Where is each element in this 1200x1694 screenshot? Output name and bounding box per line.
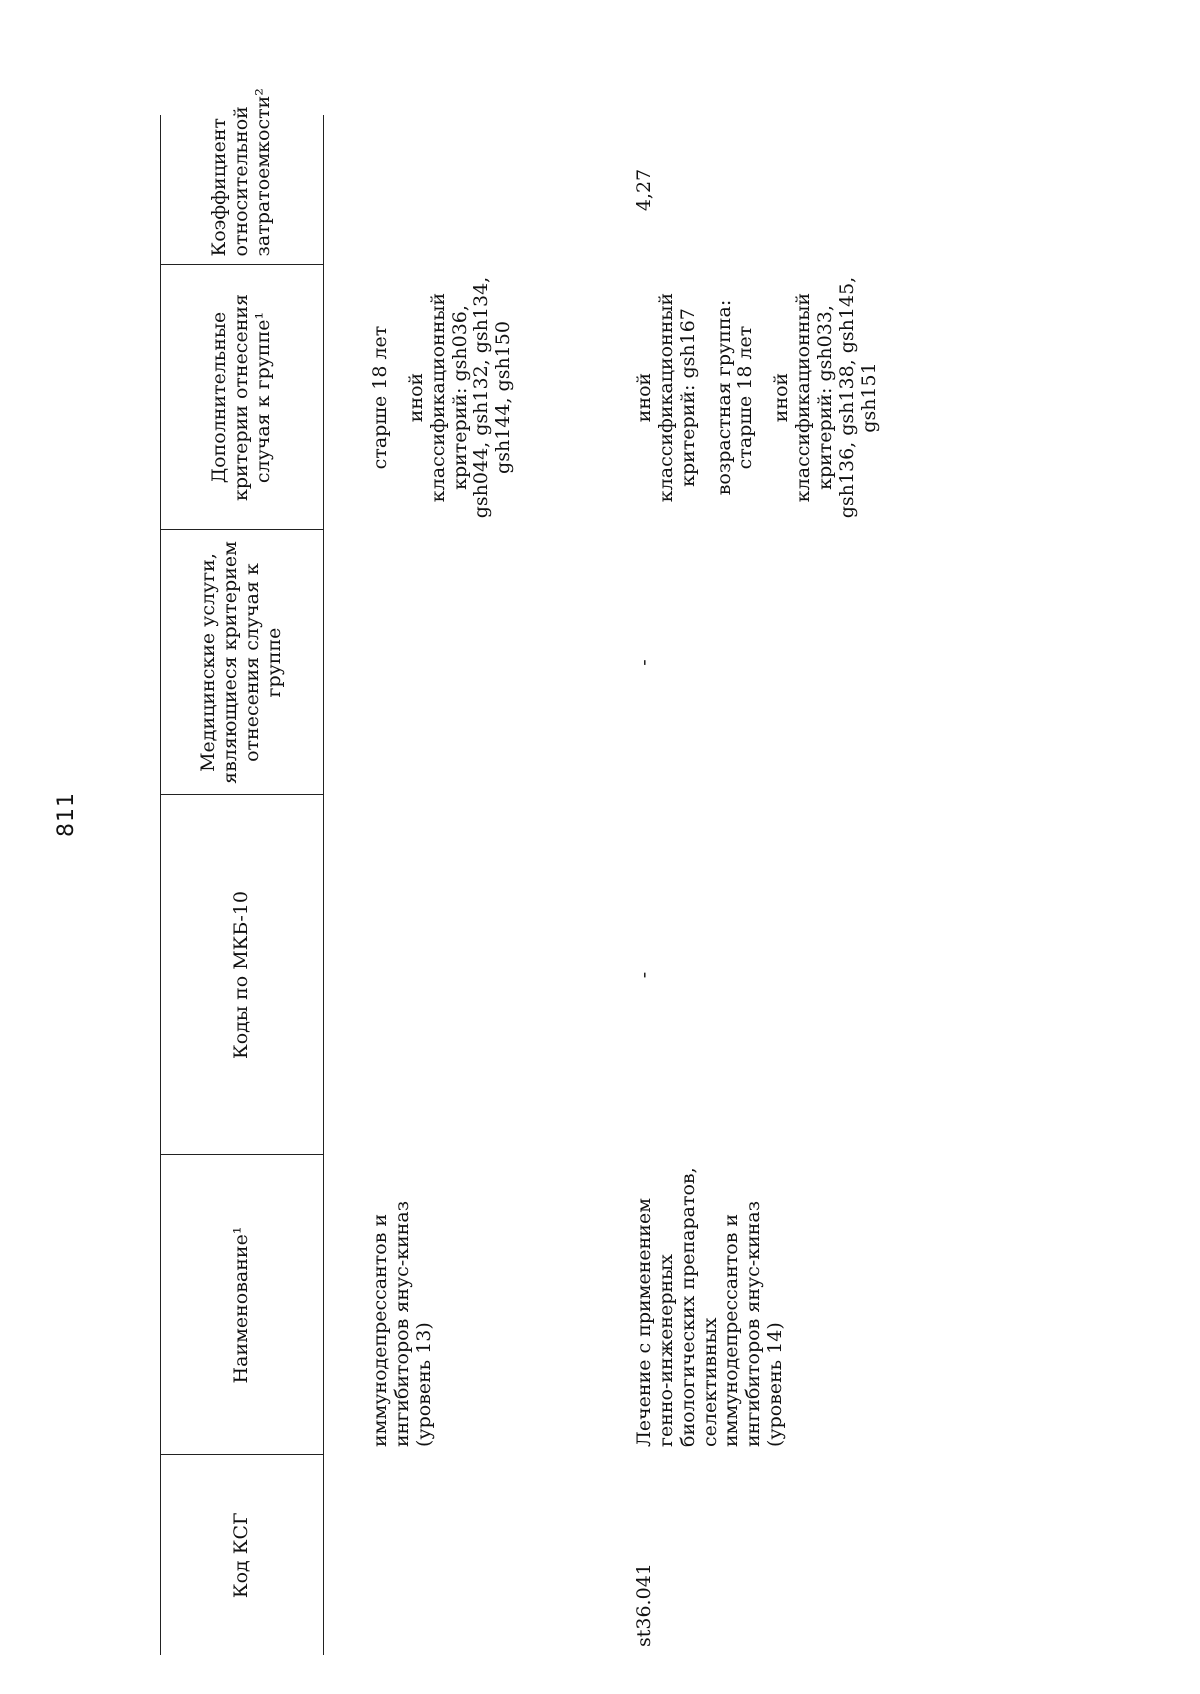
cell-mkb	[324, 795, 625, 1155]
header-mkb: Коды по МКБ-10	[161, 795, 324, 1155]
cell-coefficient: 4,27	[633, 168, 655, 212]
page-number: 811	[54, 792, 79, 837]
cell-name	[324, 1155, 625, 1455]
table-header-row	[161, 115, 324, 1655]
cell-name: Лечение с применением генно-инженерных биологических препаратов, селективных иммунодепрессантов и ингибиторов янус-киназ (уровень 14)	[633, 1167, 787, 1447]
rotated-page-content	[160, 88, 1160, 1655]
table-row	[324, 115, 625, 1655]
header-criteria: Дополнительные критерии отнесения случая к группе¹	[161, 265, 324, 530]
criterion-text: возрастная группа: старше 18 лет	[712, 299, 757, 496]
cell-med-services	[324, 530, 625, 795]
cell-med-services: -	[633, 659, 655, 666]
cell-code: st36.041	[633, 1563, 655, 1647]
criterion-text: иной классификационный критерий: gsh167	[633, 292, 699, 503]
criterion-text: старше 18 лет	[369, 325, 391, 470]
cell-criteria	[324, 265, 625, 530]
header-name: Наименование¹	[161, 1155, 324, 1455]
table-row	[624, 115, 1054, 1655]
criterion-text: иной классификационный критерий: gsh036, gsh044, gsh132, gsh134, gsh144, gsh150	[404, 276, 515, 519]
cell-coefficient	[324, 115, 625, 265]
cell-code	[324, 1455, 625, 1655]
header-code: Код КСГ	[161, 1455, 324, 1655]
header-coefficient: Коэффициент относительной затратоемкости²	[161, 115, 324, 265]
cell-mkb: -	[633, 971, 655, 979]
criterion-text: иной классификационный критерий: gsh033, gsh136, gsh138, gsh145, gsh151	[770, 276, 880, 519]
cell-name-text: иммунодепрессантов и ингибиторов янус-киназ (уровень 13)	[369, 1200, 435, 1447]
ksg-table	[160, 88, 1054, 1655]
cell-criteria	[624, 265, 1054, 530]
header-med-services: Медицинские услуги, являющиеся критерием отнесения случая к группе	[161, 530, 324, 795]
